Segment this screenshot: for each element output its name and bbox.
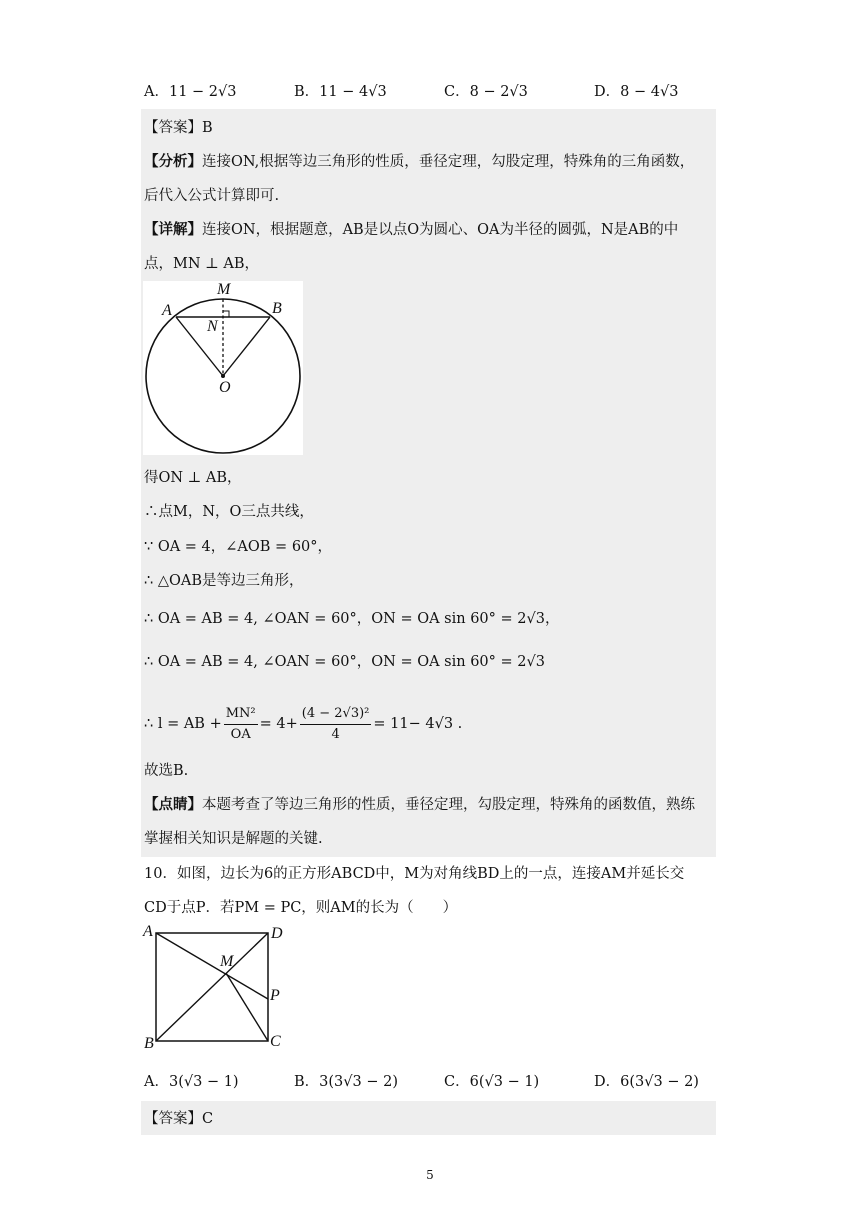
q10-option-a: A．3(√3 − 1) xyxy=(144,1074,239,1090)
q10-stem-line-1: 10．如图，边长为6的正方形ABCD中，M为对角线BD上的一点，连接AM并延长交 xyxy=(144,866,685,882)
q9-comment-line-2: 掌握相关知识是解题的关键. xyxy=(144,831,323,847)
q9-step-2: ∴点M，N，O三点共线， xyxy=(144,504,314,520)
q9-step-6: ∴ OA = AB = 4, ∠OAN = 60°，ON = OA sin 60° = 2√3 xyxy=(144,654,545,670)
fig1-label-n: N xyxy=(207,318,218,335)
q9-option-b: B．11 − 4√3 xyxy=(294,84,387,100)
q9-step-1: 得ON ⊥ AB， xyxy=(144,470,242,486)
fig1-label-m: M xyxy=(217,281,231,298)
fig2-label-b: B xyxy=(144,1035,154,1052)
page-number: 5 xyxy=(426,1168,434,1182)
q10-answer-block xyxy=(141,1101,716,1135)
q9-option-a: A．11 − 2√3 xyxy=(144,84,237,100)
q9-step-4: ∴ △OAB是等边三角形， xyxy=(144,573,304,589)
q9-choose: 故选B. xyxy=(144,763,189,779)
q10-option-d: D．6(3√3 − 2) xyxy=(594,1074,699,1090)
q9-step-5: ∴ OA = AB = 4, ∠OAN = 60°，ON = OA sin 60° = 2√3， xyxy=(144,611,560,627)
q9-answer: 【答案】B xyxy=(144,120,213,136)
fig2-label-a: A xyxy=(143,923,153,940)
q9-detail-line-1: 【详解】连接ON，根据题意，AB是以点O为圆心、OA为半径的圆弧，N是AB的中 xyxy=(144,221,679,238)
fig2-label-p: P xyxy=(270,987,280,1004)
q10-stem-line-2: CD于点P．若PM = PC，则AM的长为（ ） xyxy=(144,900,458,916)
q9-analysis-line-2: 后代入公式计算即可. xyxy=(144,188,280,204)
q9-detail-line-2: 点，MN ⊥ AB， xyxy=(144,256,260,272)
q10-option-c: C．6(√3 − 1) xyxy=(444,1074,540,1090)
q9-step-3: ∵ OA = 4，∠AOB = 60°， xyxy=(144,539,333,555)
fig2-label-d: D xyxy=(271,925,283,942)
fig1-label-b: B xyxy=(272,300,282,317)
square-figure xyxy=(142,922,292,1052)
q9-analysis-line-1: 【分析】连接ON,根据等边三角形的性质，垂径定理，勾股定理，特殊角的三角函数， xyxy=(144,153,695,170)
fig1-label-a: A xyxy=(162,302,172,319)
q10-answer: 【答案】C xyxy=(144,1111,214,1127)
q9-comment-line-1: 【点睛】本题考查了等边三角形的性质，垂径定理，勾股定理，特殊角的函数值，熟练 xyxy=(144,796,695,813)
q10-option-b: B．3(3√3 − 2) xyxy=(294,1074,398,1090)
fig2-label-c: C xyxy=(270,1033,281,1050)
q9-option-d: D．8 − 4√3 xyxy=(594,84,679,100)
q9-option-c: C．8 − 2√3 xyxy=(444,84,528,100)
circle-figure xyxy=(143,281,303,455)
fig2-label-m: M xyxy=(220,953,234,970)
fig1-label-o: O xyxy=(219,379,231,396)
q9-formula: ∴ l = AB + $\frac{\text{MN²}}{OA}$ = 4+ $\frac{\text{(4 − 2√3)²}}{4}$ = 11− 4√3 . xyxy=(144,705,463,742)
